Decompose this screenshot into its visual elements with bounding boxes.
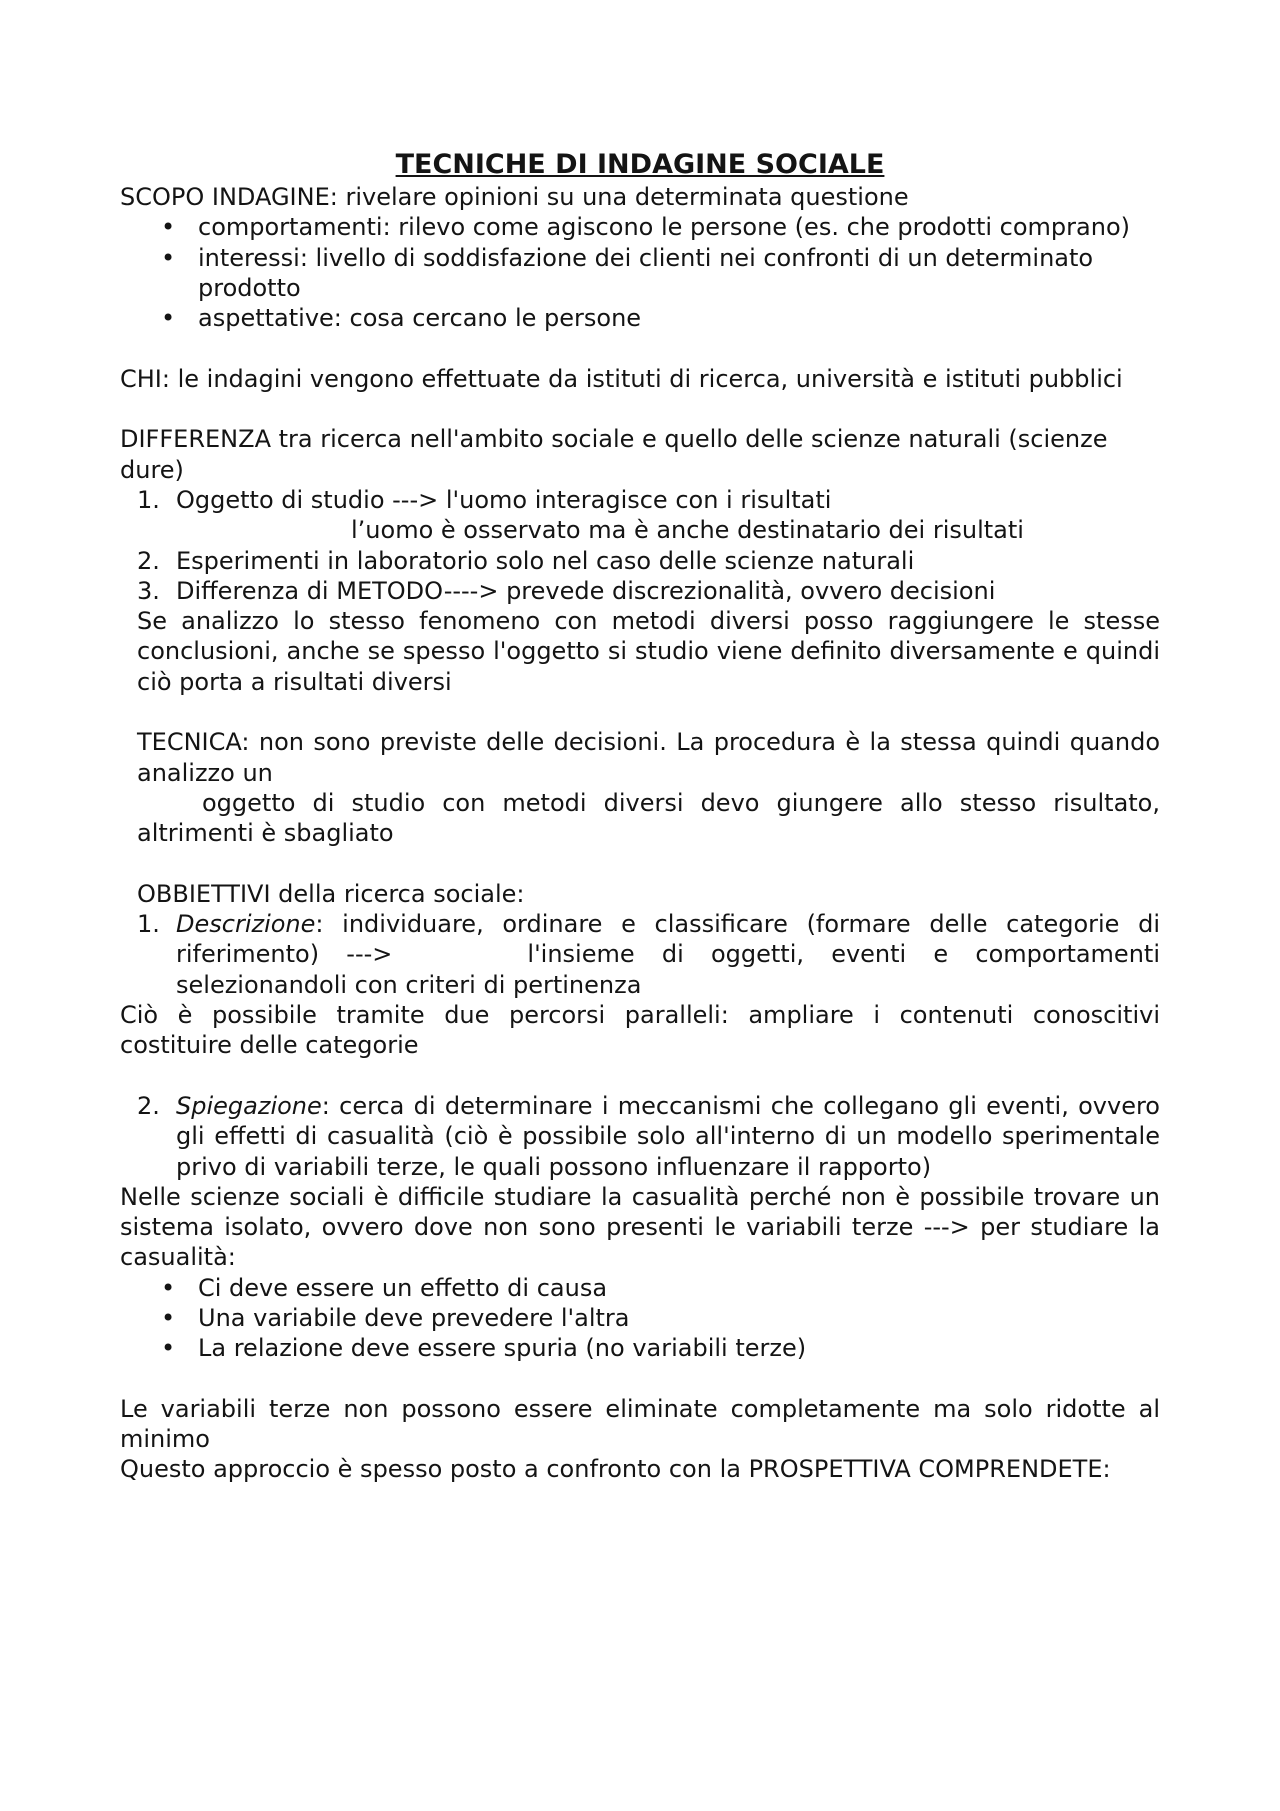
descrizione-text-a: : individuare, ordinare e classificare (formare delle categorie di riferimento) ---> — [176, 910, 1160, 969]
list-number: 1. — [137, 485, 160, 514]
descrizione-note: Ciò è possibile tramite due percorsi paralleli: ampliare i contenuti conoscitivi costituire delle categorie — [120, 1001, 1160, 1060]
spacer — [120, 697, 1160, 727]
list-item — [137, 1091, 1160, 1182]
differenza-intro: DIFFERENZA tra ricerca nell'ambito sociale e quello delle scienze naturali (scienze dure) — [120, 425, 1108, 484]
tecnica-line-1: TECNICA: non sono previste delle decisioni. La procedura è la stessa quindi quando analizzo un — [137, 728, 1160, 787]
spacer — [120, 394, 1160, 424]
scopo-intro: SCOPO INDAGINE: rivelare opinioni su una determinata questione — [120, 183, 909, 211]
scopo-list — [120, 212, 1160, 333]
list-item: • La relazione deve essere spuria (no variabili terze) — [120, 1333, 1160, 1363]
tecnica-line-2-text: oggetto di studio con metodi diversi devo giungere allo stesso risultato, altrimenti è sbagliato — [137, 788, 1160, 848]
descrizione-text-b: l'insieme di oggetti, eventi e comportamenti selezionandoli con criteri di pertinenza — [176, 940, 1160, 999]
list-item-text: Oggetto di studio ---> l'uomo interagisce con i risultati — [176, 485, 832, 514]
spiegazione-note: Nelle scienze sociali è difficile studiare la casualità perché non è possibile trovare un sistema isolato, ovvero dove non sono presenti le variabili terze ---> per studiare la casualità: — [120, 1182, 1160, 1272]
list-item: • interessi: livello di soddisfazione dei clienti nei confronti di un determinato prodotto — [120, 243, 1160, 304]
spacer — [120, 1061, 1160, 1091]
list-item: • comportamenti: rilevo come agiscono le persone (es. che prodotti comprano) — [120, 212, 1160, 242]
list-number: 2. — [137, 546, 160, 575]
conclusione-p1: Le variabili terze non possono essere eliminate completamente ma solo ridotte al minimo — [120, 1394, 1160, 1454]
document-page — [120, 148, 1160, 1485]
list-item: • aspettative: cosa cercano le persone — [120, 303, 1160, 333]
list-item — [137, 485, 1160, 546]
spiegazione-text: : cerca di determinare i meccanismi che collegano gli eventi, ovvero gli effetti di casualità (ciò è possibile solo all'interno di un modello sperimentale privo di variabili terze, le quali possono influenzare il rapporto) — [176, 1091, 1160, 1181]
page-title: TECNICHE DI INDAGINE SOCIALE — [395, 149, 885, 180]
term-descrizione: Descrizione — [176, 910, 316, 939]
obbiettivi-intro: OBBIETTIVI della ricerca sociale: — [137, 879, 525, 908]
metodo-note: Se analizzo lo stesso fenomeno con metodi diversi posso raggiungere le stesse conclusioni, anche se spesso l'oggetto si studio viene definito diversamente e quindi ciò porta a risultati diversi — [137, 607, 1160, 696]
tecnica-line-2 — [137, 788, 1160, 849]
list-item: • Ci deve essere un effetto di causa — [120, 1273, 1160, 1303]
list-item-text: Differenza di METODO----> prevede discrezionalità, ovvero decisioni — [176, 576, 996, 605]
differenza-list — [137, 485, 1160, 606]
casualita-list — [120, 1273, 1160, 1364]
list-number: 2. — [137, 1091, 160, 1120]
spacer — [120, 1364, 1160, 1394]
obbiettivi-list-2 — [137, 1091, 1160, 1182]
chi-paragraph: CHI: le indagini vengono effettuate da istituti di ricerca, università e istituti pubblici — [120, 364, 1123, 393]
list-item — [137, 576, 1160, 606]
list-item — [137, 546, 1160, 576]
list-item-continuation: l’uomo è osservato ma è anche destinatario dei risultati — [351, 516, 1024, 545]
list-item — [137, 909, 1160, 1000]
list-number: 1. — [137, 910, 160, 939]
spacer — [120, 333, 1160, 363]
spacer — [120, 849, 1160, 879]
conclusione-p2: Questo approccio è spesso posto a confronto con la PROSPETTIVA COMPRENDETE: — [120, 1455, 1111, 1484]
obbiettivi-list-1 — [137, 909, 1160, 1000]
list-item: • Una variabile deve prevedere l'altra — [120, 1303, 1160, 1333]
list-item-text: Esperimenti in laboratorio solo nel caso delle scienze naturali — [176, 546, 915, 575]
term-spiegazione: Spiegazione — [176, 1091, 322, 1120]
list-number: 3. — [137, 576, 160, 605]
